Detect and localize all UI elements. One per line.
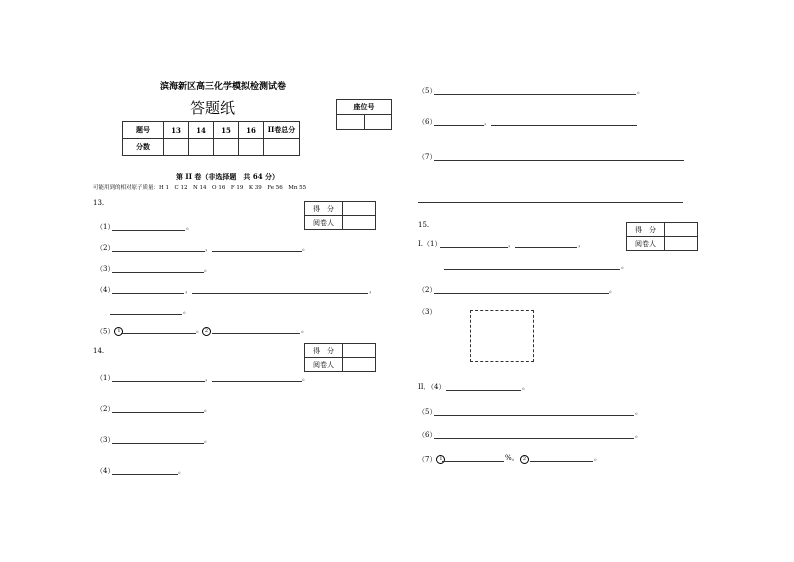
answer-line[interactable] bbox=[112, 230, 185, 231]
q15-5-label: （5） bbox=[418, 408, 437, 416]
answer-line[interactable] bbox=[515, 247, 577, 248]
atomic-masses: 可能用到的相对原子质量：H 1 C 12 N 14 O 16 F 19 K 39 Fe 56 Mn 55 bbox=[93, 185, 307, 191]
sheet-title: 答题纸 bbox=[190, 99, 236, 117]
q14-1-label: （1） bbox=[96, 374, 115, 382]
answer-line[interactable] bbox=[110, 314, 182, 315]
period: 。 bbox=[204, 265, 211, 273]
answer-line[interactable] bbox=[434, 160, 684, 161]
percent-label: %。 bbox=[505, 454, 519, 462]
q14-3-label: （3） bbox=[96, 436, 115, 444]
q15-2-label: （2） bbox=[418, 286, 437, 294]
q15-number: 15. bbox=[418, 221, 430, 229]
score-table-header: 16 bbox=[239, 122, 264, 139]
answer-line[interactable] bbox=[112, 474, 178, 475]
score-cell[interactable] bbox=[264, 139, 300, 156]
exam-title: 滨海新区高三化学模拟检测试卷 bbox=[160, 82, 287, 92]
score-table-header: 题号 bbox=[123, 122, 164, 139]
answer-line[interactable] bbox=[121, 333, 196, 334]
period: 。 bbox=[637, 87, 644, 95]
q14-5-label: （5） bbox=[418, 87, 437, 95]
comma: ， bbox=[205, 244, 212, 252]
comma: ， bbox=[578, 240, 585, 248]
answer-line[interactable] bbox=[112, 272, 204, 273]
grader-reviewer-label: 阅卷人 bbox=[305, 358, 343, 372]
circle-two-icon: 2 bbox=[202, 327, 211, 336]
answer-line[interactable] bbox=[440, 247, 508, 248]
comma: ， bbox=[508, 240, 515, 248]
grader-score-cell[interactable] bbox=[343, 202, 376, 216]
q14-2-label: （2） bbox=[96, 405, 115, 413]
score-cell[interactable] bbox=[189, 139, 214, 156]
score-table-header: 15 bbox=[214, 122, 239, 139]
comma: ， bbox=[205, 374, 212, 382]
answer-line[interactable] bbox=[418, 202, 683, 203]
q14-grader-box bbox=[304, 343, 376, 372]
grader-score-label: 得 分 bbox=[305, 344, 343, 358]
q13-3-label: （3） bbox=[96, 265, 115, 273]
period: 。 bbox=[301, 326, 308, 334]
answer-line[interactable] bbox=[112, 443, 204, 444]
grader-score-label: 得 分 bbox=[627, 223, 665, 237]
comma: ， bbox=[185, 286, 192, 294]
q13-number: 13. bbox=[93, 199, 105, 207]
seat-number-table bbox=[336, 99, 392, 130]
grader-reviewer-cell[interactable] bbox=[343, 358, 376, 372]
answer-line[interactable] bbox=[212, 333, 300, 334]
drawing-box[interactable] bbox=[470, 310, 534, 362]
comma: ， bbox=[369, 286, 376, 294]
period: 。 bbox=[302, 244, 309, 252]
circle-one-icon: 1 bbox=[114, 327, 123, 336]
period: 。 bbox=[621, 262, 628, 270]
q15-4-label: II．（4） bbox=[418, 383, 446, 391]
grader-score-cell[interactable] bbox=[343, 344, 376, 358]
answer-line[interactable] bbox=[212, 381, 302, 382]
grader-score-cell[interactable] bbox=[665, 223, 698, 237]
seat-cell[interactable] bbox=[364, 115, 392, 130]
period: 。 bbox=[183, 307, 190, 315]
answer-line[interactable] bbox=[434, 415, 634, 416]
circle-one-icon: 1 bbox=[436, 455, 445, 464]
answer-line[interactable] bbox=[434, 94, 636, 95]
q14-number: 14. bbox=[93, 347, 105, 355]
period: 。 bbox=[204, 405, 211, 413]
q13-4-label: （4） bbox=[96, 286, 115, 294]
q15-1-label: I.（1） bbox=[418, 240, 442, 248]
answer-line[interactable] bbox=[444, 269, 620, 270]
score-cell[interactable] bbox=[214, 139, 239, 156]
period: 。 bbox=[178, 467, 185, 475]
answer-line[interactable] bbox=[491, 125, 637, 126]
period: 。 bbox=[609, 286, 616, 294]
answer-line[interactable] bbox=[112, 293, 184, 294]
period: 。 bbox=[302, 374, 309, 382]
answer-line[interactable] bbox=[434, 438, 634, 439]
score-cell[interactable] bbox=[164, 139, 189, 156]
score-table-header: 14 bbox=[189, 122, 214, 139]
q13-grader-box bbox=[304, 201, 376, 230]
grader-reviewer-cell[interactable] bbox=[665, 237, 698, 251]
period: 。 bbox=[186, 223, 193, 231]
circle-two-icon: 2 bbox=[520, 455, 529, 464]
answer-line[interactable] bbox=[434, 125, 484, 126]
score-cell[interactable] bbox=[239, 139, 264, 156]
answer-line[interactable] bbox=[112, 251, 205, 252]
q15-grader-box bbox=[626, 222, 698, 251]
period: 。 bbox=[204, 436, 211, 444]
seat-label: 座位号 bbox=[337, 100, 392, 115]
answer-line[interactable] bbox=[112, 412, 204, 413]
period: 。 bbox=[522, 383, 529, 391]
score-table-header: 13 bbox=[164, 122, 189, 139]
answer-line[interactable] bbox=[192, 293, 368, 294]
period: 。 bbox=[594, 454, 601, 462]
q15-3-label: （3） bbox=[418, 308, 437, 316]
answer-line[interactable] bbox=[442, 461, 504, 462]
section-title: 第 II 卷（非选择题 共 64 分） bbox=[176, 172, 280, 181]
q13-2-label: （2） bbox=[96, 244, 115, 252]
score-row-label: 分数 bbox=[123, 139, 164, 156]
answer-line[interactable] bbox=[212, 251, 302, 252]
comma: ， bbox=[484, 118, 491, 126]
answer-line[interactable] bbox=[112, 381, 205, 382]
q14-4-label: （4） bbox=[96, 467, 115, 475]
q14-7-label: （7） bbox=[418, 153, 437, 161]
q15-6-label: （6） bbox=[418, 431, 437, 439]
grader-score-label: 得 分 bbox=[305, 202, 343, 216]
grader-reviewer-label: 阅卷人 bbox=[627, 237, 665, 251]
grader-reviewer-label: 阅卷人 bbox=[305, 216, 343, 230]
period: 。 bbox=[635, 431, 642, 439]
grader-reviewer-cell[interactable] bbox=[343, 216, 376, 230]
period: 。 bbox=[196, 326, 203, 334]
q15-7-label: （7） 1 bbox=[418, 455, 445, 464]
score-table-header: II卷总分 bbox=[264, 122, 300, 139]
q13-5-label: （5） 1 bbox=[96, 327, 123, 336]
q14-6-label: （6） bbox=[418, 118, 437, 126]
answer-line[interactable] bbox=[446, 390, 521, 391]
seat-cell[interactable] bbox=[337, 115, 365, 130]
answer-line[interactable] bbox=[530, 461, 593, 462]
q13-1-label: （1） bbox=[96, 223, 115, 231]
score-table bbox=[122, 121, 300, 156]
answer-line[interactable] bbox=[434, 293, 609, 294]
period: 。 bbox=[635, 408, 642, 416]
